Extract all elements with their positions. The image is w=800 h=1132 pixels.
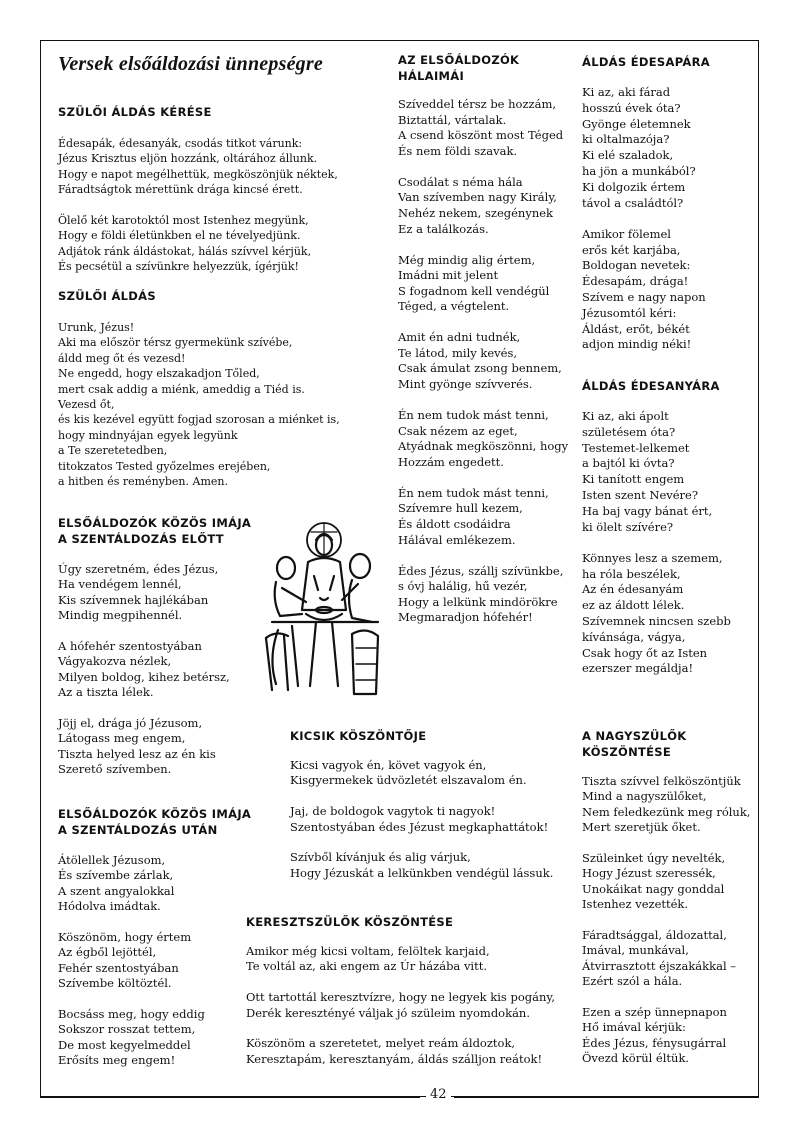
poem-line: áldd meg őt és vezesd! [58,351,186,365]
poem-line: Nehéz nekem, szegénynek [398,205,554,220]
stanza [246,944,555,975]
poem-line: Édesapák, édesanyák, csodás titkot várunk: [58,137,303,150]
poem-line: Isten szent Nevére? [582,487,699,502]
poem-line: Szívembe költöztél. [58,976,172,991]
poem-line: születésem óta? [582,424,676,439]
poem-line: Vezesd őt, [58,398,115,412]
section-aldas-edesapara [582,54,710,353]
poem-line: A szent angyalokkal [58,883,175,898]
poem-line: Megmaradjon hófehér! [398,610,533,625]
stanza [582,551,731,677]
poem-line: Tiszta szívvel felköszöntjük [582,774,741,788]
poem-line: És áldott csodáidra [398,517,511,532]
poem-line: A hófehér szentostyában [58,639,202,654]
poem-line: Hogy Jézuskát a lelkünkben vendégül lássuk. [290,865,554,880]
poem-line: Téged, a végtelent. [398,299,510,314]
section-aldas-edesanyara [582,378,731,677]
stanza [398,564,568,626]
poem-line: Csak hogy őt az Isten [582,645,708,660]
poem [246,944,555,1067]
poem-line: Szívemre hull kezem, [398,501,523,516]
stanza [290,758,553,789]
poem-line: Boldogan nevetek: [582,258,691,273]
stanza [582,928,750,990]
poem-line: Áldást, erőt, békét [582,321,690,336]
stanza [58,562,251,624]
poem-line: De most kegyelmeddel [58,1037,191,1052]
footer-rule-left [40,1096,420,1098]
poem-line: Amikor még kicsi voltam, felöltek karjaid, [246,944,490,958]
section-heading: ÁLDÁS ÉDESANYÁRA [582,379,720,393]
stanza [58,853,251,915]
stanza [58,716,251,778]
poem-line: Édesapám, drága! [582,274,689,289]
poem [58,853,251,1069]
poem-line: Fáradtságtok mérettünk drága kincsé érett. [58,183,303,197]
poem-line: Hő imával kérjük: [582,1020,686,1035]
poem-line: és kis kezével együtt fogjad szorosan a miénket is, [58,413,340,427]
stanza [398,408,568,470]
stanza [58,136,338,198]
stanza [582,1005,750,1067]
poem [582,409,731,677]
poem-line: Ki az, aki fárad [582,85,671,99]
poem-line: hogy mindnyájan egyek legyünk [58,428,238,442]
stanza [58,930,251,992]
poem-line: Úgy szeretném, édes Jézus, [58,562,219,576]
stanza [246,1036,555,1067]
section-heading: A SZENTÁLDOZÁS ELŐTT [58,532,224,546]
poem-line: ezerszer megáldja! [582,661,694,676]
poem-line: Ki elé szaladok, [582,148,674,163]
section-heading: HÁLAIMÁI [398,69,465,83]
poem-line: Az a tiszta lélek. [58,685,154,700]
poem-line: Hozzám engedett. [398,454,504,469]
poem-line: Adjátok ránk áldástokat, hálás szívvel kérjük, [58,244,312,258]
poem-line: Jaj, de boldogok vagytok ti nagyok! [290,804,496,819]
poem-line: Imádni mit jelent [398,268,499,283]
page-footer [40,1087,759,1107]
poem-line: Erősíts meg engem! [58,1053,176,1068]
section-kicsik [290,728,553,881]
last-supper-illustration [262,518,382,698]
stanza [290,804,553,835]
stanza [290,850,553,881]
section-heading: A NAGYSZÜLŐK [582,729,687,743]
page-title: Versek elsőáldozási ünnepségre [58,53,323,75]
stanza [582,851,750,913]
poem-line: Vágyakozva nézlek, [58,654,172,669]
poem-line: És nem földi szavak. [398,143,518,158]
poem-line: s óvj halálig, hű vezér, [398,579,528,594]
poem-line: Te látod, mily kevés, [398,345,518,360]
poem-line: Szerető szívemben. [58,762,172,777]
poem-line: a Te szeretetedben, [58,444,168,458]
poem-line: Ki dolgozik értem [582,179,686,194]
poem-line: Ezért szól a hála. [582,974,683,989]
poem-line: Szentostyában édes Jézust megkaphattátok! [290,819,549,834]
poem-line: ha róla beszélek, [582,566,681,581]
poem-line: Szíveddel térsz be hozzám, [398,97,557,111]
section-szuloi-aldas [58,288,340,489]
poem [58,562,251,778]
section-halaimai [398,52,568,626]
poem-line: Kis szívemnek hajlékában [58,592,209,607]
poem-line: ki oltalmazója? [582,132,670,147]
poem-line: Derék keresztényé váljak jó szüleim nyomdokán. [246,1005,530,1020]
section-heading: KÖSZÖNTÉSE [582,745,672,759]
poem-line: Sokszor rosszat tettem, [58,1022,196,1037]
poem-line: Átölellek Jézusom, [58,853,166,867]
poem-line: Ezen a szép ünnepnapon [582,1005,727,1020]
poem-line: Hogy e napot megélhettük, megköszönjük néktek, [58,167,338,181]
section-szuloi-aldas-kerese [58,104,338,275]
poem-line: Ki tanított engem [582,472,685,487]
poem-line: Csak nézem az eget, [398,423,518,438]
poem-line: Köszönöm, hogy értem [58,930,192,945]
stanza [398,253,568,315]
poem-line: Jézus Krisztus eljön hozzánk, oltárához állunk. [58,152,318,166]
poem-line: titokzatos Tested győzelmes erejében, [58,459,271,473]
poem-line: Urunk, Jézus! [58,321,135,334]
poem-line: A csend köszönt most Téged [398,128,564,143]
poem-line: Szüleinket úgy nevelték, [582,851,726,866]
section-heading: KICSIK KÖSZÖNTŐJE [290,729,427,743]
poem [58,320,340,489]
poem-line: Szívből kívánjuk és alig várjuk, [290,850,471,865]
poem-line: Csak ámulat zsong bennem, [398,361,562,376]
poem-line: Mind a nagyszülőket, [582,789,707,804]
poem-line: Atyádnak megköszönni, hogy [398,439,569,454]
poem-line: És pecsétül a szívünkre helyezzük, ígérjük! [58,260,299,274]
poem-line: ki ölelt szívére? [582,519,674,534]
poem-line: Ki az, aki ápolt [582,409,669,423]
section-heading: SZÜLŐI ÁLDÁS KÉRÉSE [58,105,212,119]
poem-line: És szívembe zárlak, [58,868,174,883]
stanza [582,227,710,353]
poem-line: Övezd körül éltük. [582,1051,690,1066]
poem-line: Édes Jézus, fénysugárral [582,1035,727,1050]
poem-line: Tiszta helyed lesz az én kis [58,746,216,761]
stanza [398,97,568,159]
poem-line: Amit én adni tudnék, [398,330,521,345]
section-keresztszulok [246,914,555,1067]
poem-line: Unokáikat nagy gonddal [582,881,725,896]
poem-line: Te voltál az, aki engem az Úr házába vitt. [246,959,488,974]
poem-line: Ne engedd, hogy elszakadjon Tőled, [58,367,260,381]
poem-line: Keresztapám, keresztanyám, áldás szálljon reátok! [246,1051,543,1066]
poem-line: Kicsi vagyok én, követ vagyok én, [290,758,487,772]
poem-line: Nem feledkezünk meg róluk, [582,804,751,819]
poem-line: Istenhez vezették. [582,897,689,912]
poem [398,97,568,626]
stanza [58,1007,251,1069]
poem-line: Fehér szentostyában [58,960,179,975]
section-kozos-ima-utan [58,806,251,1069]
section-heading: ÁLDÁS ÉDESAPÁRA [582,55,710,69]
poem-line: a hitben és reményben. Amen. [58,475,228,489]
poem-line: Hogy a lelkünk mindörökre [398,594,558,609]
poem-line: Látogass meg engem, [58,731,186,746]
poem-line: Imával, munkával, [582,943,689,958]
poem [582,85,710,353]
poem-line: Az én édesanyám [582,582,684,597]
poem-line: Szívem e nagy napon [582,289,706,304]
poem-line: Jézusomtól kéri: [582,305,677,320]
stanza [398,486,568,548]
section-nagyszulok [582,728,750,1067]
poem-line: Fáradtsággal, áldozattal, [582,928,727,943]
poem-line: Testemet-lelkemet [582,440,690,455]
poem-line: Én nem tudok mást tenni, [398,408,549,423]
poem-line: Hálával emlékezem. [398,532,516,547]
section-heading: SZÜLŐI ÁLDÁS [58,289,156,303]
stanza [58,320,340,489]
poem [58,136,338,275]
poem-line: Hogy Jézust szeressék, [582,866,716,881]
poem-line: Amikor fölemel [582,226,671,241]
poem-line: Bocsáss meg, hogy eddig [58,1007,205,1022]
poem-line: Jöjj el, drága jó Jézusom, [58,716,203,731]
section-heading: KERESZTSZÜLŐK KÖSZÖNTÉSE [246,915,454,929]
poem-line: Aki ma először térsz gyermekünk szívébe, [58,336,293,350]
poem-line: S fogadnom kell vendégül [398,283,550,298]
poem-line: Az égből lejöttél, [58,945,157,960]
stanza [582,85,710,211]
poem-line: Átvirrasztott éjszakákkal – [582,958,737,973]
poem-line: ha jön a munkából? [582,163,696,178]
poem-line: Ölelő két karotoktól most Istenhez megyünk, [58,214,309,228]
poem-line: mert csak addig a miénk, ameddig a Tiéd is. [58,382,305,396]
poem-line: Ez a találkozás. [398,221,489,236]
poem-line: Édes Jézus, szállj szívünkbe, [398,563,564,578]
poem-line: Ha baj vagy bánat ért, [582,503,713,518]
poem-line: Könnyes lesz a szemem, [582,550,723,565]
poem [582,774,750,1067]
poem-line: kívánsága, vágya, [582,629,686,644]
poem-line: Gyönge életemnek [582,116,691,131]
stanza [582,409,731,535]
poem-line: Mert szeretjük őket. [582,820,701,835]
poem-line: Hogy e földi életünkben el ne tévelyedjünk. [58,229,301,243]
poem-line: Kisgyermekek üdvözletét elszavalom én. [290,773,527,788]
footer-rule-right [454,1096,759,1098]
stanza [398,175,568,237]
poem-line: erős két karjába, [582,242,681,257]
poem-line: ez az áldott lélek. [582,598,685,613]
poem-line: Ott tartottál keresztvízre, hogy ne legyek kis pogány, [246,990,556,1005]
section-heading: ELSŐÁLDOZÓK KÖZÖS IMÁJA [58,807,252,821]
section-heading: A SZENTÁLDOZÁS UTÁN [58,823,218,837]
stanza [58,213,338,275]
poem-line: hosszú évek óta? [582,100,681,115]
poem-line: Mint gyönge szívverés. [398,377,533,392]
poem [290,758,553,881]
section-heading: AZ ELSŐÁLDOZÓK [398,53,520,67]
poem-line: Mindig megpihennél. [58,608,183,623]
poem-line: Hódolva imádtak. [58,899,161,914]
poem-line: Milyen boldog, kihez betérsz, [58,669,230,684]
section-heading: ELSŐÁLDOZÓK KÖZÖS IMÁJA [58,516,252,530]
poem-line: Köszönöm a szeretetet, melyet reám áldoztok, [246,1036,516,1051]
page-number: 42 [426,1087,451,1102]
poem-line: Biztattál, vártalak. [398,112,507,127]
stanza [246,990,555,1021]
stanza [398,330,568,392]
poem-line: Ha vendégem lennél, [58,577,182,592]
stanza [58,639,251,701]
poem-line: Én nem tudok mást tenni, [398,485,549,500]
section-kozos-ima-elott [58,515,251,778]
poem-line: Szívemnek nincsen szebb [582,613,731,628]
poem-line: a bajtól ki óvta? [582,456,675,471]
poem-line: adjon mindig néki! [582,337,692,352]
poem-line: Csodálat s néma hála [398,174,523,189]
poem-line: Van szívemben nagy Király, [398,190,557,205]
poem-line: távol a családtól? [582,195,684,210]
stanza [582,774,750,836]
poem-line: Még mindig alig értem, [398,252,536,267]
